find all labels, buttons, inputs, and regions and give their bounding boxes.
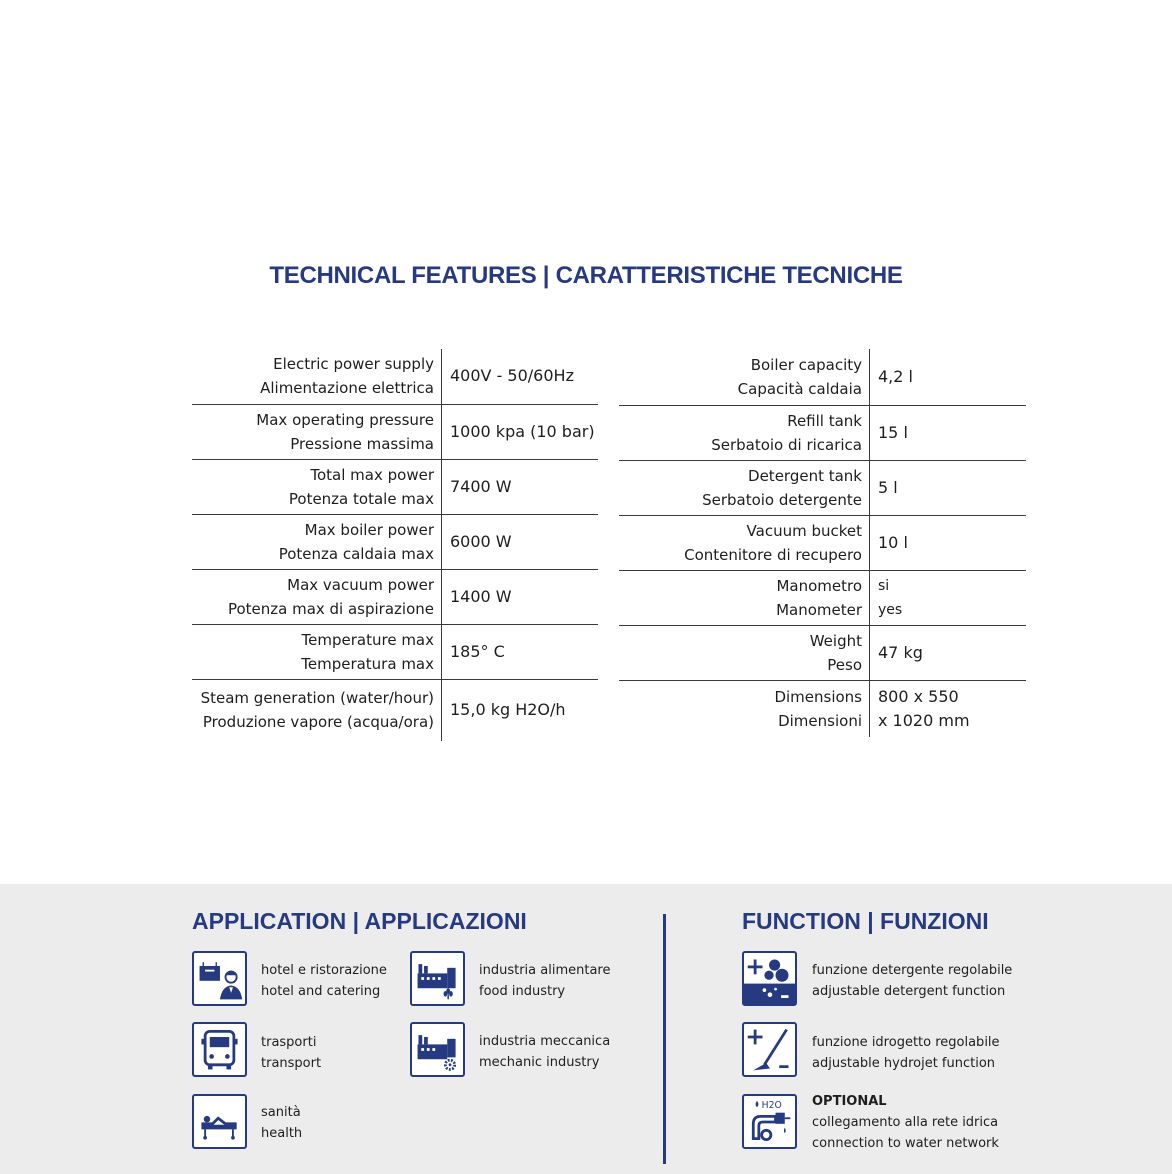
spec-label-it: Peso [827, 655, 862, 674]
hydrojet-icon [742, 1022, 797, 1077]
spec-value: 1400 W [450, 586, 512, 606]
spec-value: 15 l [878, 422, 908, 442]
function-item-hydrojet: funzione idrogetto regolabile adjustable hydrojet function [812, 1035, 1000, 1071]
spec-value: 185° C [450, 641, 505, 661]
spec-value: si [878, 577, 890, 594]
spec-label-it: Produzione vapore (acqua/ora) [202, 713, 434, 732]
spec-label-it: Manometer [776, 600, 862, 619]
page-title: TECHNICAL FEATURES | CARATTERISTICHE TECNICHE [269, 262, 903, 289]
mechanic-industry-icon [410, 1022, 465, 1077]
spec-label-it: Dimensioni [778, 711, 862, 730]
spec-row [192, 349, 598, 404]
spec-row [619, 460, 1026, 515]
spec-row [192, 459, 598, 514]
spec-value: 1000 kpa (10 bar) [450, 421, 595, 441]
hotel-icon [192, 951, 247, 1006]
spec-value: 5 l [878, 477, 898, 497]
spec-label-it: Potenza totale max [288, 489, 434, 508]
spec-row [192, 679, 598, 741]
spec-row [192, 569, 598, 624]
spec-label-en: Total max power [310, 465, 434, 484]
food-industry-icon [410, 951, 465, 1006]
spec-value: 15,0 kg H2O/h [450, 700, 566, 720]
spec-label-en: Vacuum bucket [746, 521, 862, 540]
spec-row [619, 349, 1026, 405]
spec-value: 7400 W [450, 476, 512, 496]
spec-label-en: Temperature max [301, 630, 434, 649]
spec-label-en: Max boiler power [304, 520, 434, 539]
spec-row [619, 680, 1026, 737]
spec-label-en: Manometro [776, 576, 862, 595]
spec-label-en: Boiler capacity [750, 355, 862, 374]
function-item-detergent: funzione detergente regolabile adjustable detergent function [812, 963, 1013, 999]
spec-value-alt: yes [878, 601, 903, 618]
spec-label-it: Contenitore di recupero [684, 545, 862, 564]
spec-label-it: Serbatoio detergente [702, 490, 862, 509]
spec-row [192, 404, 598, 459]
spec-label-it: Alimentazione elettrica [260, 379, 434, 398]
spec-value: 10 l [878, 532, 908, 552]
spec-value: 800 x 550 [878, 686, 959, 706]
spec-label-en: Dimensions [774, 687, 862, 706]
spec-value: 400V - 50/60Hz [450, 366, 574, 386]
spec-label-it: Potenza max di aspirazione [227, 599, 434, 618]
application-title: APPLICATION | APPLICAZIONI [192, 908, 527, 934]
application-item-food: industria alimentare food industry [479, 963, 611, 999]
spec-label-en: Refill tank [787, 411, 862, 430]
bus-icon [192, 1022, 247, 1077]
spec-value: 4,2 l [878, 366, 913, 386]
spec-label-en: Max vacuum power [287, 575, 434, 594]
spec-row [619, 625, 1026, 680]
optional-label: OPTIONAL [812, 1094, 887, 1109]
spec-label-en: Steam generation (water/hour) [200, 689, 434, 708]
spec-label-it: Temperatura max [301, 654, 434, 673]
specs-table-right [619, 349, 1026, 737]
spec-label-en: Detergent tank [748, 466, 862, 485]
application-item-hotel: hotel e ristorazione hotel and catering [261, 963, 387, 999]
h2o-label: H2O [761, 1100, 782, 1112]
application-item-mechanic: industria meccanica mechanic industry [479, 1034, 611, 1070]
spec-value-alt: x 1020 mm [878, 710, 970, 730]
spec-value: 47 kg [878, 642, 923, 662]
spec-label-it: Pressione massima [290, 434, 434, 453]
spec-row [192, 514, 598, 569]
spec-label-it: Capacità caldaia [737, 379, 862, 398]
spec-label-it: Potenza caldaia max [278, 544, 434, 563]
spec-row [619, 570, 1026, 625]
spec-label-en: Weight [809, 631, 862, 650]
function-item-water-network: OPTIONAL collegamento alla rete idrica connection to water network [812, 1091, 999, 1154]
spec-label-en: Electric power supply [273, 355, 434, 374]
function-title: FUNCTION | FUNZIONI [742, 908, 989, 934]
detergent-icon [742, 951, 797, 1006]
spec-row [619, 405, 1026, 460]
spec-value: 6000 W [450, 531, 512, 551]
water-tap-icon [742, 1094, 797, 1149]
spec-label-en: Max operating pressure [256, 410, 434, 429]
spec-row [619, 515, 1026, 570]
spec-row [192, 624, 598, 679]
application-item-health: sanità health [261, 1105, 303, 1141]
section-divider [663, 914, 666, 1164]
hospital-bed-icon [192, 1094, 247, 1149]
application-item-transport: trasporti transport [261, 1035, 322, 1071]
specs-table-left [192, 349, 598, 741]
spec-label-it: Serbatoio di ricarica [711, 435, 862, 454]
